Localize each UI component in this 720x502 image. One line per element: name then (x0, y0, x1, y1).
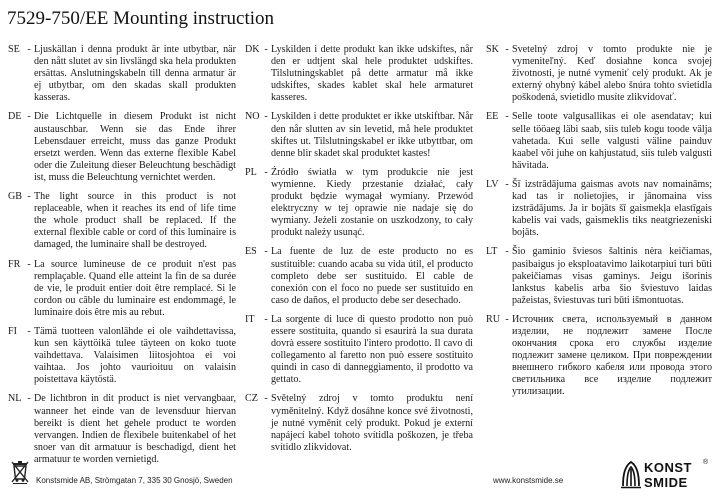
separator-dash: - (264, 246, 268, 258)
instruction-dk (245, 44, 473, 104)
instruction-pl (245, 167, 473, 240)
instruction-text: Źródło światła w tym produkcie nie jest wymienne. Kiedy przestanie działać, cały produkt będzie wymagał wymiany. Przewód elektryczny w tej oprawie nie nadaje się do wymiany. Jeżeli zostanie on uszkodzony, to cały produkt należy usunąć. (271, 166, 473, 239)
language-code: RU (486, 313, 501, 325)
separator-dash: - (27, 111, 31, 123)
language-code: SE (8, 44, 20, 55)
language-code: EE (486, 111, 499, 123)
separator-dash: - (264, 313, 268, 325)
separator-dash: - (505, 111, 509, 123)
language-code: FR (8, 258, 21, 270)
language-code: NL (8, 393, 22, 405)
language-code: LT (486, 246, 498, 258)
separator-dash: - (27, 44, 31, 55)
instruction-sk (486, 44, 712, 104)
instruction-lt (486, 246, 712, 306)
language-code: LV (486, 178, 499, 190)
instruction-ee (486, 111, 712, 171)
instruction-text: Die Lichtquelle in diesem Produkt ist nicht austauschbar. Wenn sie das Ende ihrer Lebensdauer erreicht, muss das ganze Produkt ersetzt werden. Wenn das externe flexible Kabel oder die Zuleitung dieser Beleuchtung beschädigt ist, muss die Beleuchtung vernichtet werden. (34, 111, 236, 183)
separator-dash: - (264, 44, 268, 55)
instruction-gb (8, 191, 236, 251)
instruction-nl (8, 393, 236, 466)
company-address: Konstsmide AB, Strömgatan 7, 335 30 Gnosjö, Sweden (36, 476, 233, 485)
separator-dash: - (264, 166, 268, 178)
instruction-fi (8, 326, 236, 386)
instruction-text: Šī izstrādājuma gaismas avots nav nomaināms; kad tas ir nolietojies, ir jānomaina viss izstrādājums. Ja ir bojāts šī gaismekļa elastīgais kabelis vai vads, gaismeklis tiks neatgriezeniski bojāts. (512, 178, 712, 239)
column-left (8, 44, 236, 473)
instruction-es (245, 246, 473, 306)
registered-mark: ® (703, 459, 709, 466)
instruction-text: Источник света, используемый в данном изделии, не подлежит замене После окончания срока его службы изделие подлежит замене целиком. При повреждении внешнего гибкого кабеля или провода этого светильника все изделие подлежит утилизации. (512, 313, 712, 398)
instruction-text: La sorgente di luce di questo prodotto non può essere sostituita, quando si esaurirà la sua durata dovrà essere sostituito l'intero prodotto. Il cavo di collegamento al faretto non può essere sostituito quindi in caso di danneggiamento, il prodotto va gettato. (271, 313, 473, 386)
separator-dash: - (505, 178, 509, 190)
column-right (486, 44, 712, 406)
instruction-text: De lichtbron in dit product is niet vervangbaar, wanneer het einde van de levensduur hiervan bereikt is dient het gehele product te worden vervangen. Indien de flexibele buitenkabel of het snoer van dit armatuur is beschadigd, dient het armatuur te worden vernietigd. (34, 393, 236, 465)
separator-dash: - (27, 191, 31, 203)
language-code: DK (245, 44, 260, 55)
instruction-no (245, 111, 473, 159)
konstsmide-logo-icon (621, 460, 641, 489)
instruction-cz (245, 393, 473, 453)
language-code: DE (8, 111, 22, 123)
instruction-text: La source lumineuse de ce produit n'est pas remplaçable. Quand elle atteint la fin de sa durée de vie, le produit entier doit être remplacé. Si le cordon ou câble du luminaire est endommagé, le luminaire dois être mis au rebut. (34, 258, 236, 318)
weee-bin-icon (9, 458, 31, 484)
separator-dash: - (264, 393, 268, 405)
website-url: www.konstsmide.se (493, 476, 564, 485)
instruction-text: Tämä tuotteen valonlähde ei ole vaihdettavissa, kun sen käyttöikä tulee täyteen on koko tuote vaihdettava. Valaisimen liitosjohtoa ei voi vaihtaa. Jos johto vaurioituu on valaisin poistettava käytöstä. (34, 325, 236, 386)
language-code: FI (8, 325, 17, 337)
instruction-text: Lyskilden i dette produktet er ikke utskiftbar. Når den når slutten av sin levetid, må hele produktet skiftes ut. Tilslutningskabel er ikke utbyttbar, om denne blir skadet skal produktet kastes! (271, 111, 473, 159)
instruction-text: Lyskilden i dette produkt kan ikke udskiftes, når den er udtjent skal hele produktet udskiftes. Tilslutningskablet på dette armatur må ikke udskiftes, skades kablet skal hele armaturet kasseres. (271, 44, 473, 104)
page-title: 7529-750/EE Mounting instruction (7, 8, 275, 29)
instruction-text: Ljuskällan i denna produkt är inte utbytbar, när den nått slutet av sin livslängd ska hela produkten ersättas. Anslutningskabeln till denna armatur är ej utbytbar, om den skadas skall produkten kasseras. (34, 44, 236, 104)
instruction-text: Svetelný zdroj v tomto produkte nie je vymeniteľný. Keď dosiahne konca svojej životnosti, je nutné vymeniť celý produkt. Ak je externý ohybný kábel alebo šnúra tohto svietidla poškodená, svietidlo musíte zlikvidovať. (512, 44, 712, 104)
instruction-fr (8, 259, 236, 319)
separator-dash: - (505, 246, 509, 258)
separator-dash: - (264, 111, 268, 123)
language-code: ES (245, 246, 257, 258)
language-code: CZ (245, 393, 258, 405)
language-code: IT (245, 313, 255, 325)
instruction-text: Šio gaminio šviesos šaltinis nėra keičiamas, pasibaigus jo eksploatavimo laikotarpiui turi būti pakeičiamas visas gaminys. Jeigu išorinis lankstus kabelis arba šio šviestuvo laidas pažeistas, šviestuvas turi būti išmontuotas. (512, 246, 712, 306)
language-code: GB (8, 191, 23, 203)
language-code: SK (486, 44, 499, 55)
brand-name-top: KONST (644, 460, 692, 475)
language-code: PL (245, 166, 257, 178)
column-middle (245, 44, 473, 461)
instruction-ru (486, 314, 712, 399)
separator-dash: - (27, 393, 31, 405)
instruction-text: Světelný zdroj v tomto produktu není vyměnitelný. Když dosáhne konce své životnosti, je nutné vyměnit celý produkt. Pokud je externí napájecí kabel tohoto svítidla poškozen, je třeba svítidlo zlikvidovat. (271, 393, 473, 453)
separator-dash: - (505, 44, 509, 55)
instruction-de (8, 111, 236, 184)
separator-dash: - (27, 258, 31, 270)
instruction-text: The light source in this product is not replaceable, when it reaches its end of life time the whole product shall be replaced. If the external flexible cable or cord of this luminaire is damaged, the luminaire shall be destroyed. (34, 191, 236, 251)
instruction-lv (486, 179, 712, 239)
instruction-text: La fuente de luz de este producto no es sustituible: cuando acaba su vida útil, el producto completo debe ser sustituido. El cable de conexión con el foco no puede ser sustituido en caso de daños, el producto debe ser desechado. (271, 246, 473, 306)
brand-name-bottom: SMIDE (644, 475, 688, 490)
instruction-se (8, 44, 236, 104)
language-code: NO (245, 111, 260, 123)
instruction-it (245, 314, 473, 387)
separator-dash: - (505, 313, 509, 325)
separator-dash: - (27, 325, 31, 337)
instruction-text: Selle toote valgusallikas ei ole asendatav; kui selle tööaeg läbi saab, siis tuleb kogu toode välja vahetada. Kui selle valgusti väline painduv kaabel või juhe on kahjustatud, siis tuleb valgusti hävitada. (512, 111, 712, 171)
